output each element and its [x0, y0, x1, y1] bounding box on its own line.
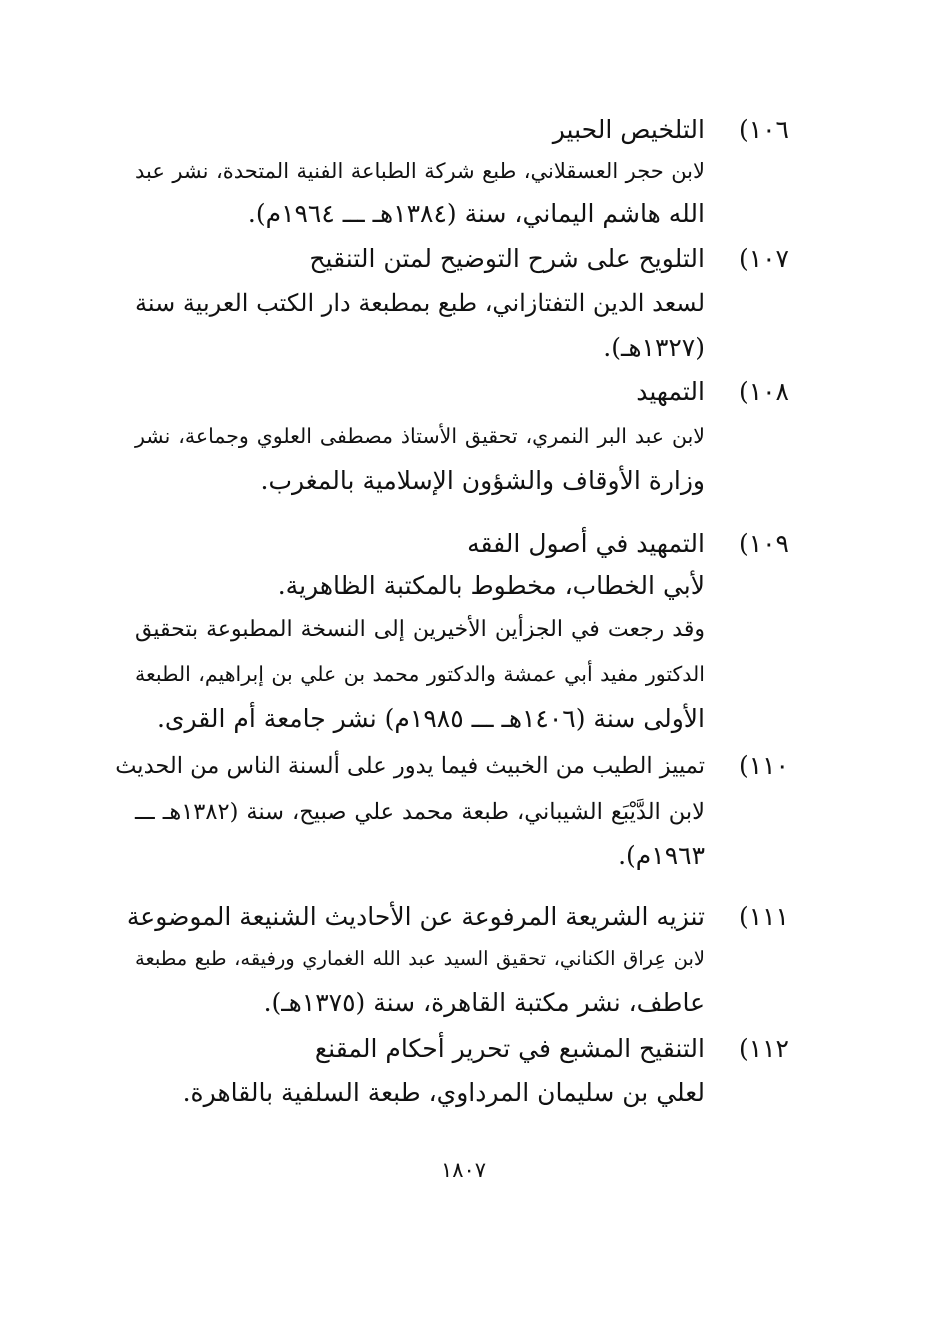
entry-text-line: الأولى سنة (١٤٠٦هـ ـــ ١٩٨٥م) نشر جامعة أم القرى.	[156, 704, 705, 733]
entry-number: ١٠٩)	[738, 529, 789, 558]
entry-text-line: وقد رجعت في الجزأين الأخيرين إلى النسخة المطبوعة بتحقيق	[135, 617, 705, 642]
entry-text-line: لابن عِراق الكناني، تحقيق السيد عبد الله الغماري ورفيقه، طبع مطبعة	[135, 947, 705, 970]
entry-title: التمهيد في أصول الفقه	[467, 529, 705, 558]
entry-title: التنقيح المشبع في تحرير أحكام المقنع	[314, 1034, 705, 1063]
entry-number: ١١٢)	[738, 1034, 789, 1063]
entry-text-line: عاطف، نشر مكتبة القاهرة، سنة (١٣٧٥هـ).	[263, 988, 705, 1017]
entry-text-line: لابن عبد البر النمري، تحقيق الأستاذ مصطفى العلوي وجماعة، نشر	[135, 424, 705, 448]
entry-number: ١٠٨)	[738, 377, 789, 406]
entry-title: التمهيد	[636, 377, 705, 406]
entry-title: تمييز الطيب من الخبيث فيما يدور على ألسنة الناس من الحديث	[115, 753, 705, 779]
entry-text-line: (١٣٢٧هـ).	[603, 333, 705, 362]
entry-text-line: لأبي الخطاب، مخطوط بالمكتبة الظاهرية.	[277, 571, 705, 600]
entry-title: تنزيه الشريعة المرفوعة عن الأحاديث الشنيعة الموضوعة	[126, 902, 705, 931]
entry-title: التلويح على شرح التوضيح لمتن التنقيح	[309, 244, 705, 273]
entry-number: ١١١)	[738, 902, 789, 931]
entry-number: ١٠٦)	[738, 115, 789, 144]
entry-text-line: لابن حجر العسقلاني، طبع شركة الطباعة الفنية المتحدة، نشر عبد	[135, 159, 705, 183]
entry-title: التلخيص الحبير	[552, 115, 705, 144]
entry-text-line: وزارة الأوقاف والشؤون الإسلامية بالمغرب.	[260, 466, 705, 495]
entry-text-line: الدكتور مفيد أبي عمشة والدكتور محمد بن علي بن إبراهيم، الطبعة	[135, 662, 705, 686]
entry-text-line: الله هاشم اليماني، سنة (١٣٨٤هـ ـــ ١٩٦٤م).	[247, 199, 705, 228]
entry-number: ١٠٧)	[738, 244, 789, 273]
entry-text-line: لابن الدَّيْبَع الشيباني، طبعة محمد علي صبيح، سنة (١٣٨٢هـ ـــ	[135, 799, 705, 825]
entry-number: ١١٠)	[738, 751, 789, 780]
entry-text-line: ١٩٦٣م).	[618, 841, 705, 870]
entry-text-line: لسعد الدين التفتازاني، طبع بمطبعة دار الكتب العربية سنة	[135, 289, 705, 317]
entry-text-line: لعلي بن سليمان المرداوي، طبعة السلفية بالقاهرة.	[182, 1078, 705, 1107]
page-number: ١٨٠٧	[440, 1158, 487, 1182]
